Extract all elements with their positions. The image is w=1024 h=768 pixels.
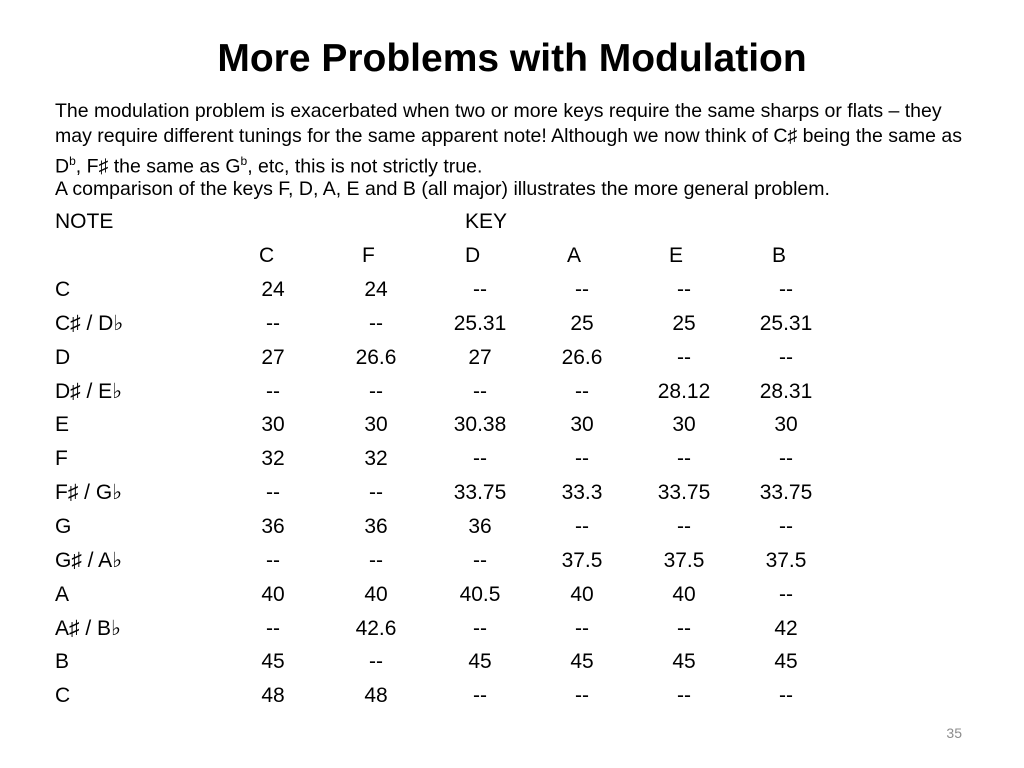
frequency-cell: 30 <box>672 413 696 437</box>
flat-superscript: b <box>240 154 248 168</box>
frequency-cell: -- <box>779 684 793 708</box>
frequency-cell: 26.6 <box>355 345 397 369</box>
frequency-cell: -- <box>266 481 280 505</box>
intro-text-4: the same as G <box>108 155 241 178</box>
frequency-cell: -- <box>575 684 589 708</box>
frequency-cell: 32 <box>364 447 388 471</box>
frequency-cell: -- <box>677 345 691 369</box>
intro-text-1: The modulation problem is exacerbated when two or more keys require the same sharps or flats – they may require different tunings for the same apparent note! Although we now think of C <box>55 100 942 147</box>
frequency-cell: 30.38 <box>453 413 507 437</box>
frequency-cell: 25 <box>570 311 594 335</box>
frequency-cell: -- <box>575 379 589 403</box>
frequency-cell: -- <box>369 311 383 335</box>
table-row <box>0 646 1024 678</box>
table-row <box>0 511 1024 543</box>
frequency-cell: 30 <box>774 413 798 437</box>
frequency-cell: 37.5 <box>765 548 807 572</box>
note-name: D <box>55 345 71 369</box>
frequency-cell: 32 <box>261 447 285 471</box>
frequency-cell: 24 <box>364 278 388 301</box>
frequency-cell: 42 <box>774 616 798 640</box>
frequency-cell: -- <box>473 278 487 301</box>
note-name: G <box>55 514 72 538</box>
frequency-cell: 45 <box>570 650 594 674</box>
frequency-cell: -- <box>369 650 383 674</box>
frequency-cell: 42.6 <box>355 616 397 640</box>
frequency-cell: -- <box>677 447 691 471</box>
frequency-cell: 45 <box>261 650 285 674</box>
frequency-cell: 45 <box>774 650 798 674</box>
frequency-cell: -- <box>473 548 487 572</box>
key-name: B <box>772 244 787 267</box>
note-name: A♯ / B♭ <box>55 616 121 640</box>
frequency-cell: 30 <box>364 413 388 437</box>
sharp-symbol: ♯ <box>787 125 798 147</box>
frequency-cell: 40 <box>570 582 594 606</box>
key-name: C <box>259 244 275 267</box>
frequency-cell: 33.75 <box>453 481 507 505</box>
frequency-cell: 40 <box>672 582 696 606</box>
intro-text-2: being the same as D <box>55 125 962 178</box>
flat-superscript: b <box>69 154 76 168</box>
frequency-cell: 25.31 <box>759 311 813 335</box>
frequency-cell: -- <box>369 379 383 403</box>
frequency-cell: -- <box>779 345 793 369</box>
frequency-cell: 24 <box>261 278 285 301</box>
key-names-row <box>0 240 1024 272</box>
frequency-cell: -- <box>266 616 280 640</box>
frequency-cell: 28.31 <box>759 379 813 403</box>
note-name: E <box>55 413 70 437</box>
frequency-cell: 27 <box>261 345 285 369</box>
note-name: F♯ / G♭ <box>55 481 123 505</box>
frequency-cell: 25.31 <box>453 311 507 335</box>
slide-title: More Problems with Modulation <box>217 37 807 80</box>
frequency-cell: 33.75 <box>657 481 711 505</box>
frequency-cell: -- <box>779 278 793 301</box>
key-name: A <box>567 244 582 267</box>
frequency-cell: -- <box>677 684 691 708</box>
frequency-cell: -- <box>677 616 691 640</box>
table-header-row <box>0 206 1024 238</box>
frequency-cell: -- <box>677 278 691 301</box>
note-name: D♯ / E♭ <box>55 379 123 403</box>
frequency-cell: 48 <box>261 684 285 708</box>
key-column-header: KEY <box>465 210 508 233</box>
key-name: D <box>465 244 481 267</box>
table-row <box>0 613 1024 645</box>
frequency-cell: 48 <box>364 684 388 708</box>
frequency-cell: 40 <box>261 582 285 606</box>
table-row <box>0 274 1024 306</box>
table-row <box>0 680 1024 712</box>
frequency-cell: -- <box>779 514 793 538</box>
note-name: F <box>55 447 68 471</box>
frequency-cell: -- <box>575 447 589 471</box>
frequency-cell: 30 <box>261 413 285 437</box>
frequency-cell: 36 <box>468 514 492 538</box>
intro-paragraph <box>55 99 975 180</box>
frequency-cell: 37.5 <box>561 548 603 572</box>
table-row <box>0 342 1024 374</box>
frequency-cell: -- <box>473 616 487 640</box>
frequency-cell: -- <box>369 481 383 505</box>
frequency-cell: 40.5 <box>459 582 501 606</box>
frequency-cell: -- <box>266 379 280 403</box>
frequency-cell: 45 <box>468 650 492 674</box>
frequency-cell: 25 <box>672 311 696 335</box>
frequency-cell: 33.3 <box>561 481 603 505</box>
table-row <box>0 545 1024 577</box>
frequency-cell: 36 <box>261 514 285 538</box>
frequency-cell: -- <box>369 548 383 572</box>
note-name: A <box>55 582 70 606</box>
frequency-cell: -- <box>473 379 487 403</box>
comparison-paragraph: A comparison of the keys F, D, A, E and B (all major) illustrates the more general problem. <box>55 178 830 200</box>
note-name: C <box>55 684 71 708</box>
frequency-cell: -- <box>266 548 280 572</box>
frequency-cell: -- <box>779 447 793 471</box>
table-row <box>0 443 1024 475</box>
frequency-cell: -- <box>575 616 589 640</box>
table-row <box>0 308 1024 340</box>
note-name: C♯ / D♭ <box>55 311 124 335</box>
key-name: F <box>362 244 375 267</box>
frequency-cell: -- <box>779 582 793 606</box>
frequency-cell: 28.12 <box>657 379 711 403</box>
frequency-cell: -- <box>473 447 487 471</box>
page-number: 35 <box>946 725 962 741</box>
frequency-cell: -- <box>266 311 280 335</box>
sharp-symbol: ♯ <box>98 155 109 178</box>
intro-text-5: , etc, this is not strictly true. <box>247 155 483 178</box>
frequency-cell: 30 <box>570 413 594 437</box>
frequency-cell: 37.5 <box>663 548 705 572</box>
frequency-cell: -- <box>677 514 691 538</box>
frequency-cell: 45 <box>672 650 696 674</box>
frequency-cell: -- <box>473 684 487 708</box>
frequency-cell: 36 <box>364 514 388 538</box>
intro-text-3: , F <box>75 155 99 178</box>
frequency-cell: 33.75 <box>759 481 813 505</box>
frequency-cell: 40 <box>364 582 388 606</box>
note-name: G♯ / A♭ <box>55 548 123 572</box>
frequency-cell: 27 <box>468 345 492 369</box>
note-column-header: NOTE <box>55 210 114 233</box>
frequency-cell: 26.6 <box>561 345 603 369</box>
table-row <box>0 477 1024 509</box>
note-name: C <box>55 278 71 301</box>
table-row <box>0 579 1024 611</box>
note-name: B <box>55 650 70 674</box>
frequency-cell: -- <box>575 278 589 301</box>
key-name: E <box>669 244 684 267</box>
frequency-cell: -- <box>575 514 589 538</box>
table-row <box>0 376 1024 408</box>
table-row <box>0 409 1024 441</box>
